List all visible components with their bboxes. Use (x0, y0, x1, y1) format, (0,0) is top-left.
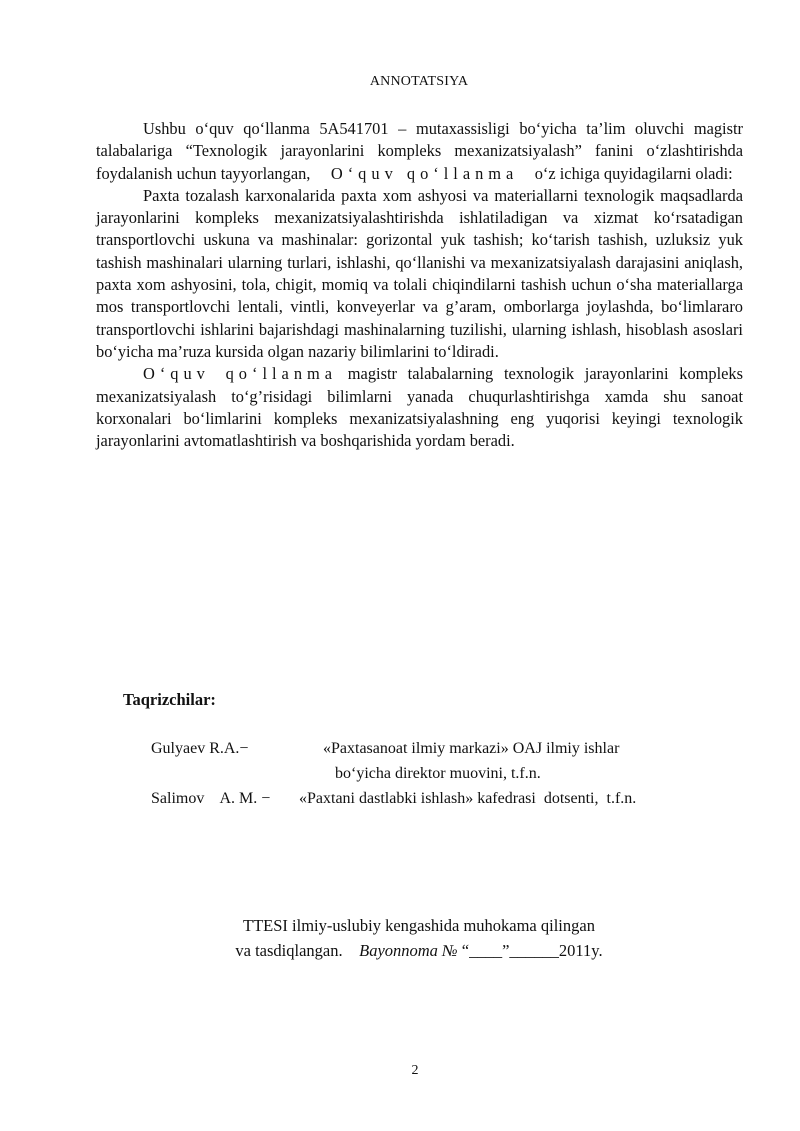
protocol-label: Bayonnoma № (359, 941, 458, 960)
reviewer-2-organization: «Paxtani dastlabki ishlash» kafedrasi dotsenti, t.f.n. (299, 790, 637, 807)
paragraph-1-text: Ushbu o‘quv qo‘llanma 5A541701 – mutaxassisligi bo‘yicha ta’lim oluvchi magistr talabalariga “Texnologik jarayonlarini kompleks mexanizatsiyalash” fanini o‘zlashtirishda foydalanish uchun tayyorlangan, (96, 119, 743, 183)
approval-line-1: TTESI ilmiy-uslubiy kengashida muhokama qilingan (243, 916, 595, 935)
reviewer-2-name: Salimov A. M. − (151, 790, 271, 807)
annotation-body (96, 118, 743, 452)
reviewers-heading: Taqrizchilar: (123, 690, 216, 709)
reviewer-1-name: Gulyaev R.A.− (151, 740, 249, 757)
paragraph-1 (96, 118, 743, 185)
paragraph-3-text: magistr talabalarning texnologik jarayonlarini kompleks mexanizatsiyalash to‘g’risidagi bilimlarni yanada chuqurlashtirishga xamda shu sanoat korxonalari bo‘limlarini kompleks mexanizatsiyalashning eng yuqorisi keyingi texnologik jarayonlarini avtomatlashtirish va boshqarishida yordam beradi. (96, 364, 743, 451)
paragraph-1-end: o‘z ichiga quyidagilarni oladi: (534, 163, 733, 183)
annotation-title: ANNOTATSIYA (369, 74, 469, 89)
approval-prefix: va tasdiqlangan. (235, 941, 343, 960)
approval-line-2 (0, 938, 800, 963)
paragraph-1-spaced-term: O‘quv qo‘llanma (330, 163, 519, 183)
approval-block (0, 913, 800, 963)
reviewer-1-position: bo‘yicha direktor muovini, t.f.n. (335, 765, 541, 782)
paragraph-2: Paxta tozalash karxonalarida paxta xom ashyosi va materiallarni texnologik maqsadlarda jarayonlarini kompleks mexanizatsiyalashtirishda ishlatiladigan va xizmat ko‘rsatadigan transportlovchi uskuna va mashinalar: gorizontal yuk tashish; ko‘tarish tashish, uzluksiz yuk tashish mashinalari ularning turlari, ishlashi, qo‘llanishi va mexanizatsiyalash darajasini aniqlash, paxta xom ashyosini, tola, chigit, momiq va tolali chiqindilarni tashish uchun o‘sha materiallarga mos transportlovchi lentali, vintli, konveyerlar va g’aram, omborlarga joylashda, bo‘limlararo transportlovchi ishlarini bajarishdagi mashinalarning tuzilishi, ularning ishlash, hisoblash asoslari bo‘yicha ma’ruza kursida olgan nazariy bilimlarini to‘ldiradi. (96, 185, 743, 361)
reviewer-1-organization: «Paxtasanoat ilmiy markazi» OAJ ilmiy ishlar (323, 740, 620, 757)
paragraph-3-spaced-term: O‘quv qo‘llanma (143, 364, 338, 384)
page-number: 2 (411, 1063, 419, 1078)
paragraph-3 (96, 363, 743, 452)
protocol-date-blank: “____”______2011y. (461, 941, 603, 960)
